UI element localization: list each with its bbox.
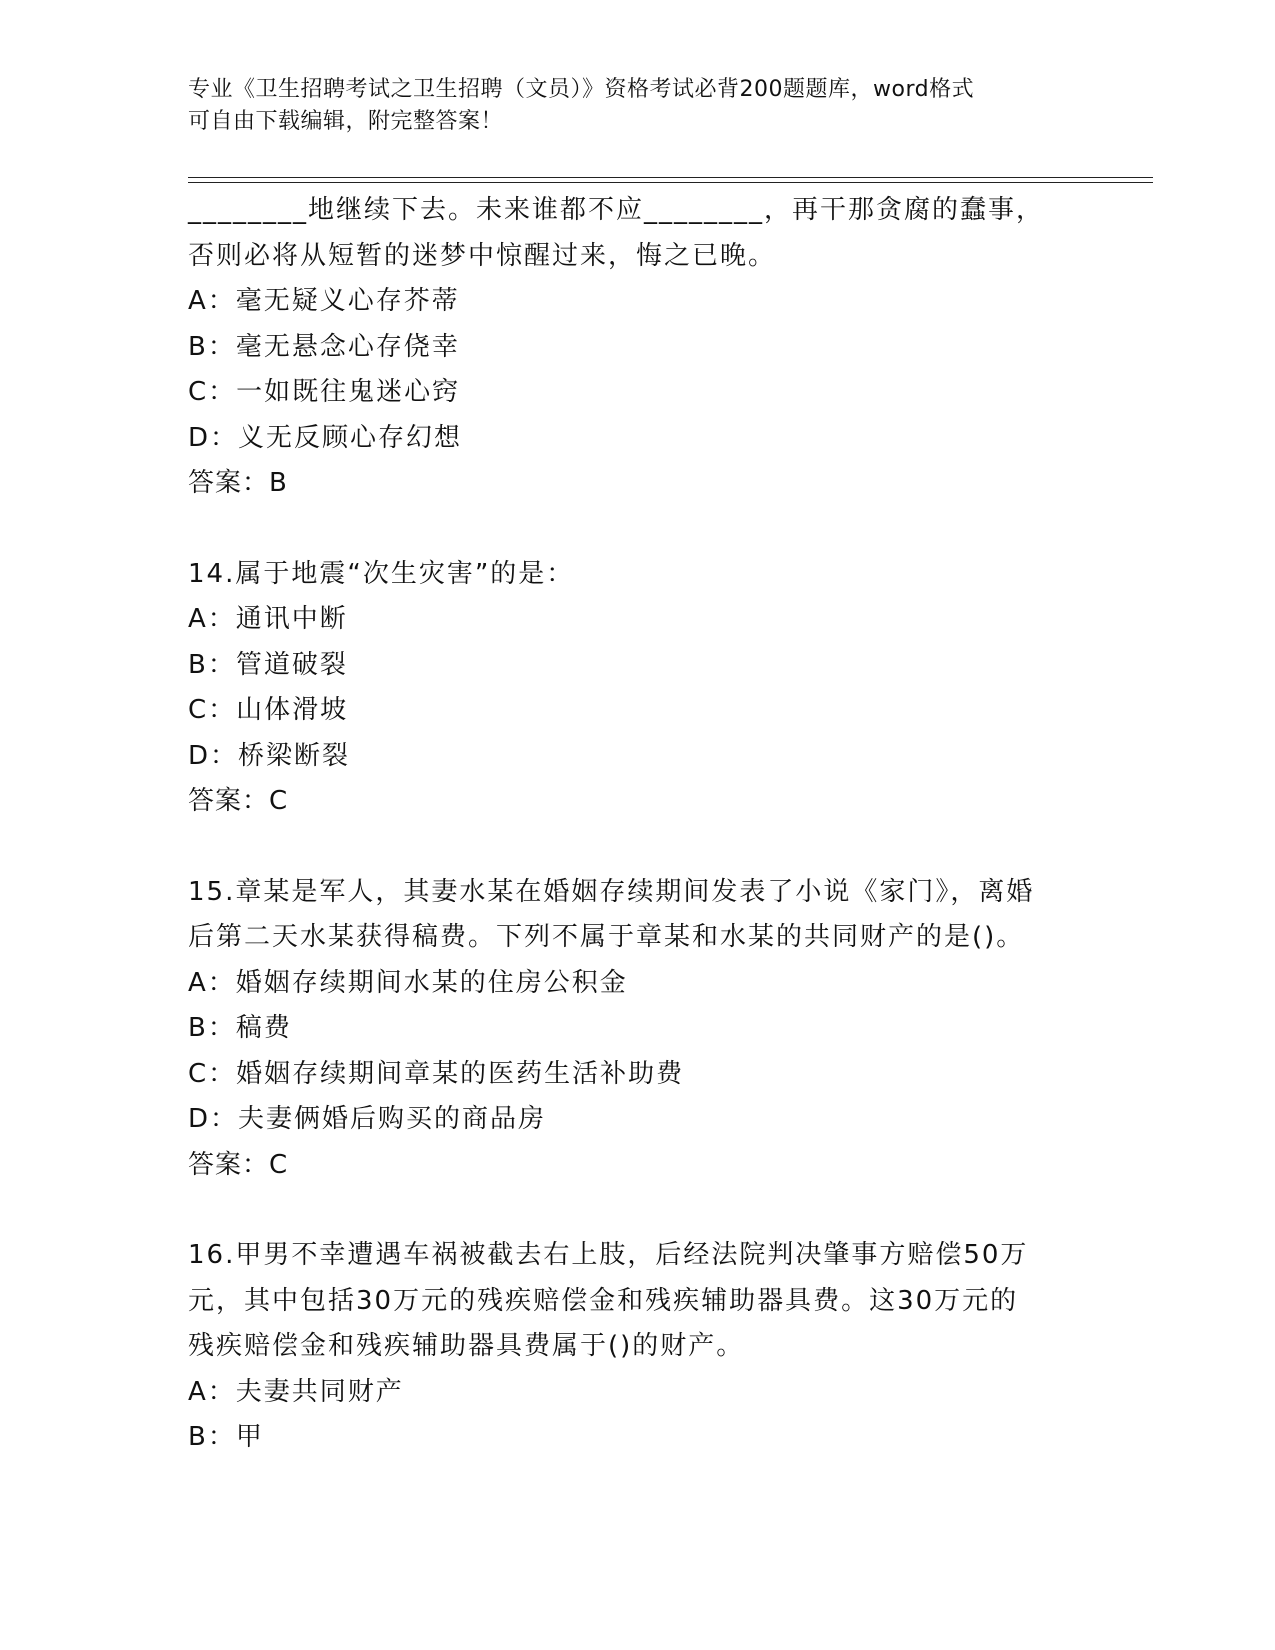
option-d: D：义无反顾心存幻想 <box>188 422 463 453</box>
option-d: D：桥梁断裂 <box>188 740 351 771</box>
answer-label: 答案：B <box>188 468 288 498</box>
option-a: A：通讯中断 <box>188 604 348 634</box>
question-16 <box>188 1233 1088 1461</box>
option-b: B：稿费 <box>188 1013 292 1043</box>
question-stem-line: 15.章某是军人，其妻水某在婚姻存续期间发表了小说《家门》，离婚 <box>188 876 1035 907</box>
answer-label: 答案：C <box>188 786 289 816</box>
option-a: A：夫妻共同财产 <box>188 1376 404 1407</box>
option-a: A：婚姻存续期间水某的住房公积金 <box>188 967 628 998</box>
document-header <box>188 74 1068 138</box>
answer-label: 答案：C <box>188 1149 289 1180</box>
question-stem-line: 残疾赔偿金和残疾辅助器具费属于()的财产。 <box>188 1331 745 1361</box>
option-d: D：夫妻俩婚后购买的商品房 <box>188 1104 547 1134</box>
question-14 <box>188 552 1088 825</box>
option-c: C：山体滑坡 <box>188 695 349 725</box>
question-stem-line: 否则必将从短暂的迷梦中惊醒过来，悔之已晚。 <box>188 240 777 271</box>
header-line-2: 可自由下载编辑，附完整答案！ <box>188 109 504 134</box>
header-divider <box>188 177 1153 183</box>
option-c: C：婚姻存续期间章某的医药生活补助费 <box>188 1058 685 1089</box>
option-b: B：管道破裂 <box>188 649 348 680</box>
question-stem-line: ________地继续下去。未来谁都不应________，再干那贪腐的蠢事， <box>188 195 1045 225</box>
option-c: C：一如既往鬼迷心窍 <box>188 377 461 407</box>
question-15 <box>188 870 1088 1189</box>
header-line-1: 专业《卫生招聘考试之卫生招聘（文员）》资格考试必背200题题库，word格式 <box>188 77 975 102</box>
option-b: B：甲 <box>188 1422 264 1452</box>
option-b: B：毫无悬念心存侥幸 <box>188 331 460 362</box>
question-stem-line: 14.属于地震“次生灾害”的是： <box>188 558 575 589</box>
question-stem-line: 元，其中包括30万元的残疾赔偿金和残疾辅助器具费。这30万元的 <box>188 1285 1019 1316</box>
question-13 <box>188 188 1088 507</box>
question-stem-line: 后第二天水某获得稿费。下列不属于章某和水某的共同财产的是()。 <box>188 922 1025 952</box>
question-list <box>188 188 1088 1506</box>
option-a: A：毫无疑义心存芥蒂 <box>188 286 460 316</box>
question-stem-line: 16.甲男不幸遭遇车祸被截去右上肢，后经法院判决肇事方赔偿50万 <box>188 1240 1029 1270</box>
